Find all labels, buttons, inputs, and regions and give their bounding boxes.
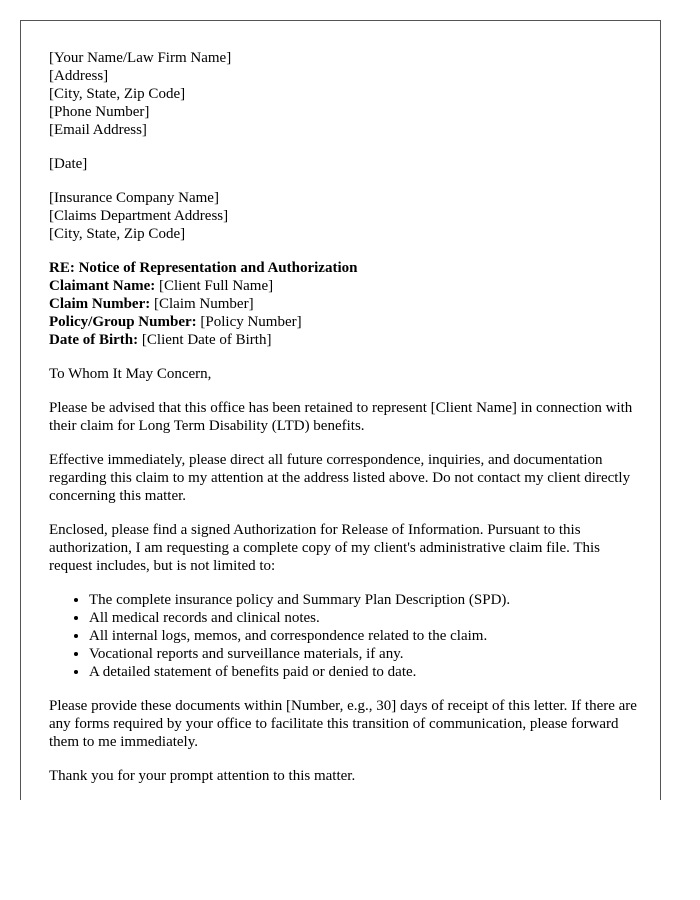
paragraph-authorization: Enclosed, please find a signed Authorization for Release of Information. Pursuant to this authorization, I am requesting a complete copy of my client's administrative claim file. This request includes, but is not limited to: xyxy=(49,522,601,574)
list-item: • The complete insurance policy and Summary Plan Description (SPD). xyxy=(89,591,639,609)
re-block xyxy=(49,259,639,349)
sender-name: [Your Name/Law Firm Name] xyxy=(49,50,232,66)
letter-date: [Date] xyxy=(49,156,88,172)
paragraph-deadline: Please provide these documents within [Number, e.g., 30] days of receipt of this letter. If there are any forms required by your office to facilitate this transition of communication, please forward them to me immediately. xyxy=(49,698,637,750)
paragraph-representation: Please be advised that this office has been retained to represent [Client Name] in connection with their claim for Long Term Disability (LTD) benefits. xyxy=(49,400,633,434)
claim-value: [Claim Number] xyxy=(150,296,254,312)
recipient-city-state-zip: [City, State, Zip Code] xyxy=(49,226,186,242)
paragraph-correspondence: Effective immediately, please direct all future correspondence, inquiries, and documentation regarding this claim to my attention at the address listed above. Do not contact my client directly concerning this matter. xyxy=(49,452,631,504)
claimant-label: Claimant Name: xyxy=(49,278,156,294)
recipient-company: [Insurance Company Name] xyxy=(49,190,219,206)
policy-number-line xyxy=(49,313,639,331)
list-item: • A detailed statement of benefits paid or denied to date. xyxy=(89,663,639,681)
policy-label: Policy/Group Number: xyxy=(49,314,197,330)
paragraph-thanks: Thank you for your prompt attention to this matter. xyxy=(49,768,356,784)
re-subject: RE: Notice of Representation and Authorization xyxy=(49,260,358,276)
salutation: To Whom It May Concern, xyxy=(49,366,212,382)
letter-page xyxy=(20,20,661,800)
sender-phone: [Phone Number] xyxy=(49,104,150,120)
sender-address: [Address] xyxy=(49,68,109,84)
list-item: • All internal logs, memos, and correspondence related to the claim. xyxy=(89,627,639,645)
dob-line xyxy=(49,331,639,349)
letter-body xyxy=(49,49,639,801)
sender-block xyxy=(49,49,639,139)
policy-value: [Policy Number] xyxy=(196,314,302,330)
claimant-value: [Client Full Name] xyxy=(155,278,274,294)
claim-label: Claim Number: xyxy=(49,296,151,312)
dob-label: Date of Birth: xyxy=(49,332,139,348)
dob-value: [Client Date of Birth] xyxy=(138,332,272,348)
list-item: • All medical records and clinical notes. xyxy=(89,609,639,627)
sender-city-state-zip: [City, State, Zip Code] xyxy=(49,86,186,102)
recipient-dept-address: [Claims Department Address] xyxy=(49,208,229,224)
claim-number-line xyxy=(49,295,639,313)
recipient-block xyxy=(49,189,639,243)
sender-email: [Email Address] xyxy=(49,122,147,138)
requested-documents-list xyxy=(49,591,639,681)
date-block xyxy=(49,155,639,173)
list-item: • Vocational reports and surveillance materials, if any. xyxy=(89,645,639,663)
claimant-name-line xyxy=(49,277,639,295)
